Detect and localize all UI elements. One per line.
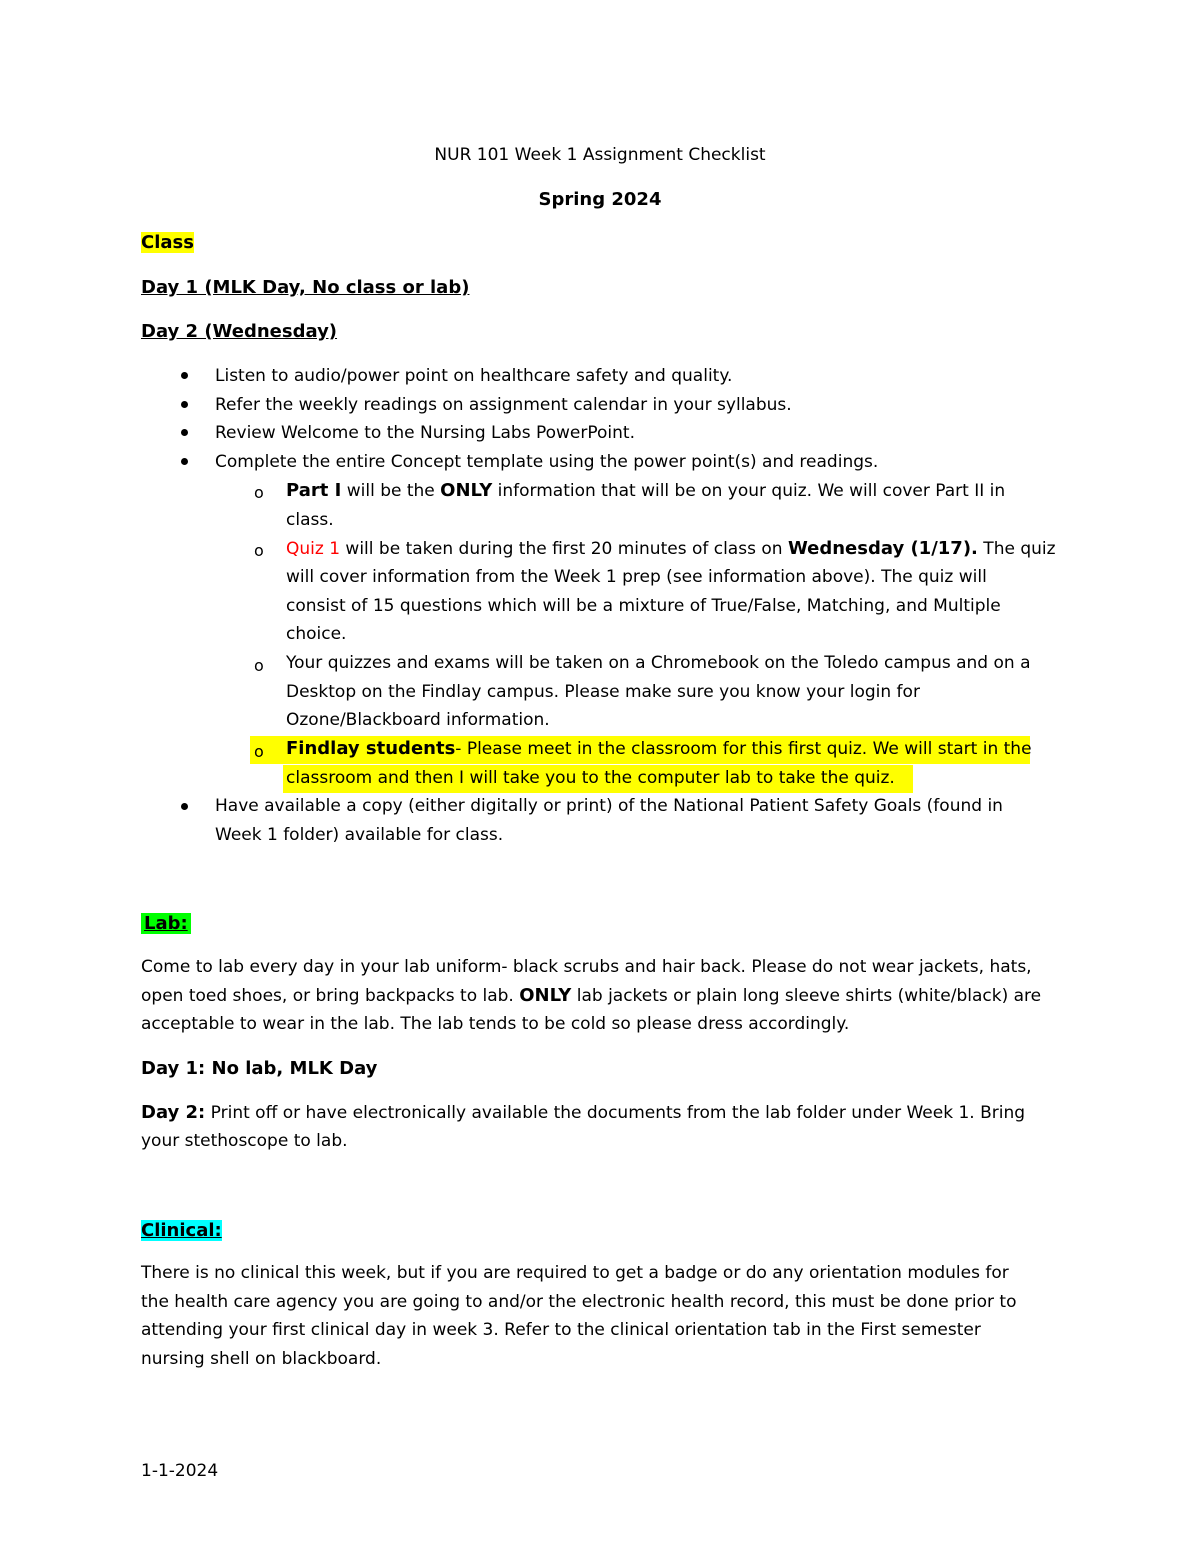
list-item-continuation: Desktop on the Findlay campus. Please make sure you know your login for bbox=[286, 682, 920, 702]
list-item: Have available a copy (either digitally or print) of the National Patient Safety Goals (found in bbox=[215, 796, 1003, 816]
sub-bullet-icon: o bbox=[254, 483, 264, 502]
bullet-icon bbox=[181, 429, 188, 436]
clinical-paragraph-line: There is no clinical this week, but if you are required to get a badge or do any orientation modules for bbox=[141, 1263, 1009, 1283]
clinical-heading: Clinical: bbox=[141, 1220, 222, 1241]
lab-day2-label: Day 2: bbox=[141, 1102, 206, 1123]
only-label: ONLY bbox=[440, 480, 493, 501]
list-item-continuation: Ozone/Blackboard information. bbox=[286, 710, 550, 730]
lab-paragraph-line: open toed shoes, or bring backpacks to lab. ONLY lab jackets or plain long sleeve shirts (white/black) are bbox=[141, 985, 1042, 1006]
list-item-continuation: will cover information from the Week 1 prep (see information above). The quiz will bbox=[286, 567, 987, 587]
quiz-date: Wednesday (1/17). bbox=[787, 538, 978, 559]
bullet-icon bbox=[181, 401, 188, 408]
term-heading: Spring 2024 bbox=[538, 189, 662, 210]
list-item-continuation: consist of 15 questions which will be a mixture of True/False, Matching, and Multiple bbox=[286, 596, 1001, 616]
sub-bullet-icon: o bbox=[254, 742, 264, 761]
only-label: ONLY bbox=[519, 985, 572, 1006]
lab-day2-continuation: your stethoscope to lab. bbox=[141, 1131, 348, 1151]
list-item-continuation: class. bbox=[286, 510, 334, 530]
lab-day2: Day 2: Print off or have electronically available the documents from the lab folder under Week 1. Bring bbox=[141, 1102, 1026, 1123]
list-item: Complete the entire Concept template using the power point(s) and readings. bbox=[215, 452, 879, 472]
list-item: Your quizzes and exams will be taken on a Chromebook on the Toledo campus and on a bbox=[286, 653, 1031, 673]
part-label: Part I bbox=[286, 480, 342, 501]
sub-bullet-icon: o bbox=[254, 541, 264, 560]
bullet-icon bbox=[181, 458, 188, 465]
bullet-icon bbox=[181, 803, 188, 810]
list-item-continuation: choice. bbox=[286, 624, 347, 644]
quiz-label: Quiz 1 bbox=[286, 539, 341, 559]
list-item: Refer the weekly readings on assignment calendar in your syllabus. bbox=[215, 395, 792, 415]
list-item-continuation: classroom and then I will take you to the computer lab to take the quiz. bbox=[286, 768, 895, 788]
list-item: Quiz 1 will be taken during the first 20 minutes of class on Wednesday (1/17). The quiz bbox=[286, 538, 1056, 559]
bullet-icon bbox=[181, 372, 188, 379]
lab-day1: Day 1: No lab, MLK Day bbox=[141, 1058, 378, 1079]
class-day2-heading: Day 2 (Wednesday) bbox=[141, 321, 338, 342]
lab-paragraph-line: Come to lab every day in your lab uniform- black scrubs and hair back. Please do not wear jackets, hats, bbox=[141, 957, 1032, 977]
list-item: Findlay students- Please meet in the classroom for this first quiz. We will start in the bbox=[286, 738, 1032, 759]
list-item: Review Welcome to the Nursing Labs PowerPoint. bbox=[215, 423, 635, 443]
lab-heading: Lab: bbox=[141, 913, 191, 934]
footer-date: 1-1-2024 bbox=[141, 1461, 219, 1481]
class-day1-heading: Day 1 (MLK Day, No class or lab) bbox=[141, 277, 470, 298]
class-heading: Class bbox=[141, 232, 194, 253]
list-item: Listen to audio/power point on healthcare safety and quality. bbox=[215, 366, 733, 386]
sub-bullet-icon: o bbox=[254, 656, 264, 675]
clinical-paragraph-line: the health care agency you are going to and/or the electronic health record, this must be done prior to bbox=[141, 1292, 1017, 1312]
list-item-continuation: Week 1 folder) available for class. bbox=[215, 825, 504, 845]
page-title: NUR 101 Week 1 Assignment Checklist bbox=[434, 145, 766, 165]
findlay-label: Findlay students bbox=[286, 738, 456, 759]
lab-paragraph-line: acceptable to wear in the lab. The lab tends to be cold so please dress accordingly. bbox=[141, 1014, 850, 1034]
clinical-paragraph-line: nursing shell on blackboard. bbox=[141, 1349, 382, 1369]
clinical-paragraph-line: attending your first clinical day in week 3. Refer to the clinical orientation tab in the First semester bbox=[141, 1320, 981, 1340]
list-item: Part I will be the ONLY information that will be on your quiz. We will cover Part II in bbox=[286, 480, 1006, 501]
